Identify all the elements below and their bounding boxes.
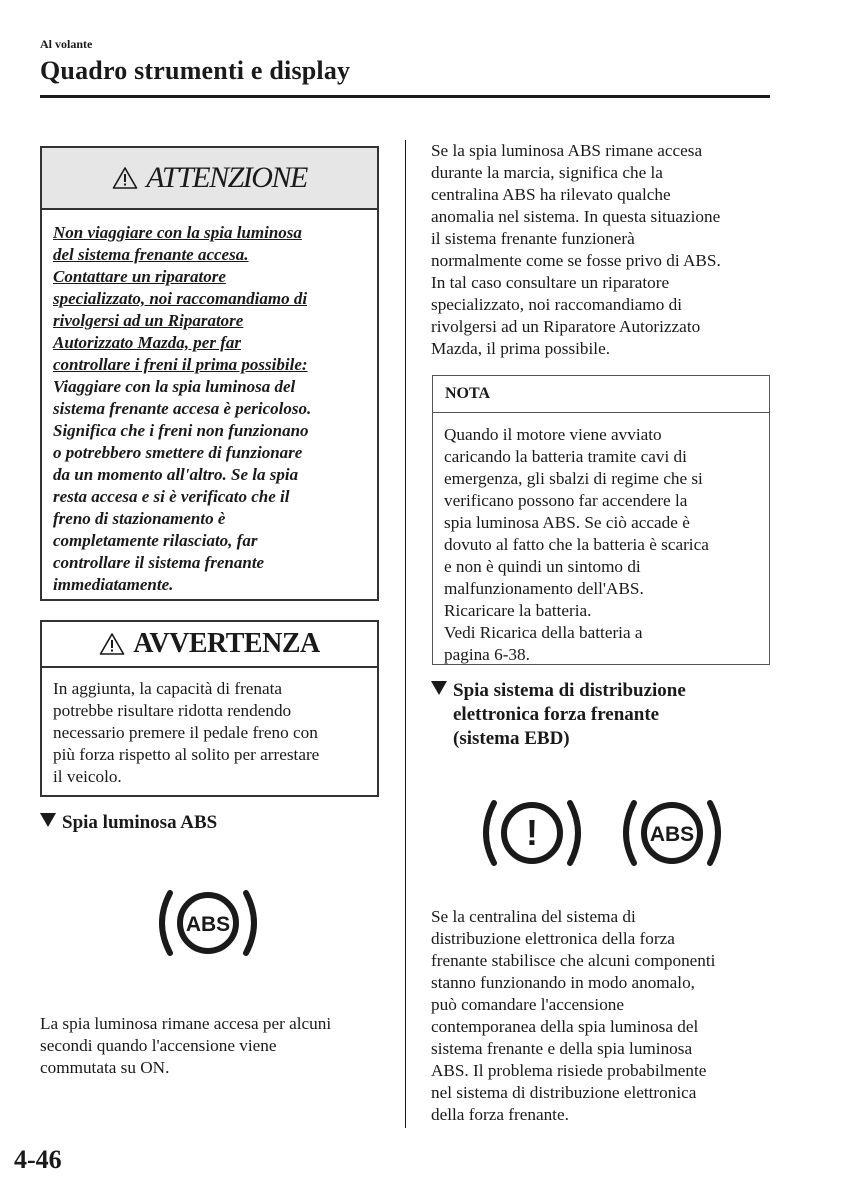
warning-underlined-line: controllare i freni il prima possibile:: [53, 355, 308, 374]
intro-line: rivolgersi ad un Riparatore Autorizzato: [431, 317, 701, 336]
page-title: Quadro strumenti e display: [40, 56, 351, 85]
intro-line: normalmente come se fosse privo di ABS.: [431, 251, 721, 270]
warning-underlined-line: rivolgersi ad un Riparatore: [53, 311, 244, 330]
warning-line: controllare il sistema frenante: [53, 553, 265, 572]
warning-underlined-line: Non viaggiare con la spia luminosa: [53, 223, 302, 242]
section-label: Al volante: [40, 37, 93, 51]
warning-line: freno di stazionamento è: [53, 509, 226, 528]
note-line: pagina 6-38.: [444, 645, 530, 664]
caution-title: AVVERTENZA: [133, 628, 320, 659]
intro-line: In tal caso consultare un riparatore: [431, 273, 670, 292]
ebd-line: della forza frenante.: [431, 1105, 569, 1124]
note-line: verificano possono far accendere la: [444, 491, 688, 510]
warning-triangle-icon: [99, 632, 125, 656]
warning-text: [42, 210, 377, 596]
abs-line: secondi quando l'accensione viene: [40, 1036, 277, 1055]
ebd-line: contemporanea della spia luminosa del: [431, 1017, 699, 1036]
note-line: Vedi Ricarica della batteria a: [444, 623, 643, 642]
warning-line: Viaggiare con la spia luminosa del: [53, 377, 296, 396]
ebd-line: stanno funzionando in modo anomalo,: [431, 973, 695, 992]
ebd-line: ABS. Il problema risiede probabilmente: [431, 1061, 707, 1080]
note-line: emergenza, gli sbalzi di regime che si: [444, 469, 703, 488]
ebd-line: può comandare l'accensione: [431, 995, 625, 1014]
note-line: e non è quindi un sintomo di: [444, 557, 641, 576]
abs-section-text: [40, 1013, 331, 1079]
intro-line: specializzato, noi raccomandiamo di: [431, 295, 683, 314]
warning-underlined-line: specializzato, noi raccomandiamo di: [53, 289, 308, 308]
abs-on-while-driving-text: [431, 140, 721, 360]
caution-line: il veicolo.: [53, 767, 122, 786]
warning-line: immediatamente.: [53, 575, 174, 594]
caution-header: [42, 622, 377, 668]
brake-icon-symbol: !: [526, 812, 538, 853]
ebd-line: frenante stabilisce che alcuni componenti: [431, 951, 716, 970]
note-line: Quando il motore viene avviato: [444, 425, 662, 444]
ebd-line: distribuzione elettronica della forza: [431, 929, 675, 948]
note-line: spia luminosa ABS. Se ciò accade è: [444, 513, 690, 532]
abs-icon-label: ABS: [649, 823, 695, 846]
warning-line: completamente rilasciato, far: [53, 531, 258, 550]
note-line: caricando la batteria tramite cavi di: [444, 447, 687, 466]
intro-line: durante la marcia, significa che la: [431, 163, 663, 182]
warning-underlined-line: del sistema frenante accesa.: [53, 245, 249, 264]
warning-line: da un momento all'altro. Se la spia: [53, 465, 299, 484]
brake-warning-light-icon: [482, 795, 582, 871]
abs-warning-light-icon: [158, 885, 258, 961]
caution-text: [42, 668, 377, 788]
ebd-section-heading: [431, 679, 686, 751]
caution-line: necessario premere il pedale freno con: [53, 723, 318, 742]
ebd-line: nel sistema di distribuzione elettronica: [431, 1083, 697, 1102]
caution-line: potrebbe risultare ridotta rendendo: [53, 701, 292, 720]
intro-line: Mazda, il prima possibile.: [431, 339, 611, 358]
abs-warning-light-icon: [622, 795, 722, 871]
intro-line: centralina ABS ha rilevato qualche: [431, 185, 671, 204]
note-header: NOTA: [433, 376, 769, 413]
title-divider: [40, 95, 770, 98]
warning-box: [40, 146, 379, 601]
note-box: [432, 375, 770, 665]
caution-box: [40, 620, 379, 797]
warning-header: [42, 148, 377, 210]
warning-line: sistema frenante accesa è pericoloso.: [53, 399, 312, 418]
abs-line: La spia luminosa rimane accesa per alcuni: [40, 1014, 332, 1033]
abs-heading-text: Spia luminosa ABS: [62, 812, 218, 833]
note-line: malfunzionamento dell'ABS.: [444, 579, 644, 598]
warning-line: Significa che i freni non funzionano: [53, 421, 309, 440]
intro-line: il sistema frenante funzionerà: [431, 229, 635, 248]
abs-icon-label: ABS: [185, 913, 231, 936]
intro-line: Se la spia luminosa ABS rimane accesa: [431, 141, 703, 160]
intro-line: anomalia nel sistema. In questa situazione: [431, 207, 721, 226]
note-line: Ricaricare la batteria.: [444, 601, 592, 620]
warning-underlined-line: Autorizzato Mazda, per far: [53, 333, 241, 352]
warning-line: o potrebbero smettere di funzionare: [53, 443, 303, 462]
column-divider: [405, 140, 406, 1128]
triangle-bullet-icon: [40, 813, 56, 827]
ebd-section-text: [431, 906, 715, 1126]
ebd-heading-line: (sistema EBD): [453, 728, 570, 749]
ebd-line: sistema frenante e della spia luminosa: [431, 1039, 693, 1058]
page-number: 4-46: [14, 1145, 62, 1174]
warning-line: resta accesa e si è verificato che il: [53, 487, 290, 506]
warning-title: ATTENZIONE: [146, 161, 307, 194]
note-line: dovuto al fatto che la batteria è scarica: [444, 535, 709, 554]
ebd-heading-line: Spia sistema di distribuzione: [453, 680, 686, 701]
warning-triangle-icon: [112, 166, 138, 190]
ebd-line: Se la centralina del sistema di: [431, 907, 636, 926]
note-text: [433, 413, 769, 666]
abs-line: commutata su ON.: [40, 1058, 170, 1077]
caution-line: più forza rispetto al solito per arrestare: [53, 745, 320, 764]
ebd-heading-line: elettronica forza frenante: [453, 704, 660, 725]
warning-underlined-line: Contattare un riparatore: [53, 267, 226, 286]
triangle-bullet-icon: [431, 681, 447, 695]
abs-section-heading: [40, 811, 217, 835]
caution-line: In aggiunta, la capacità di frenata: [53, 679, 283, 698]
